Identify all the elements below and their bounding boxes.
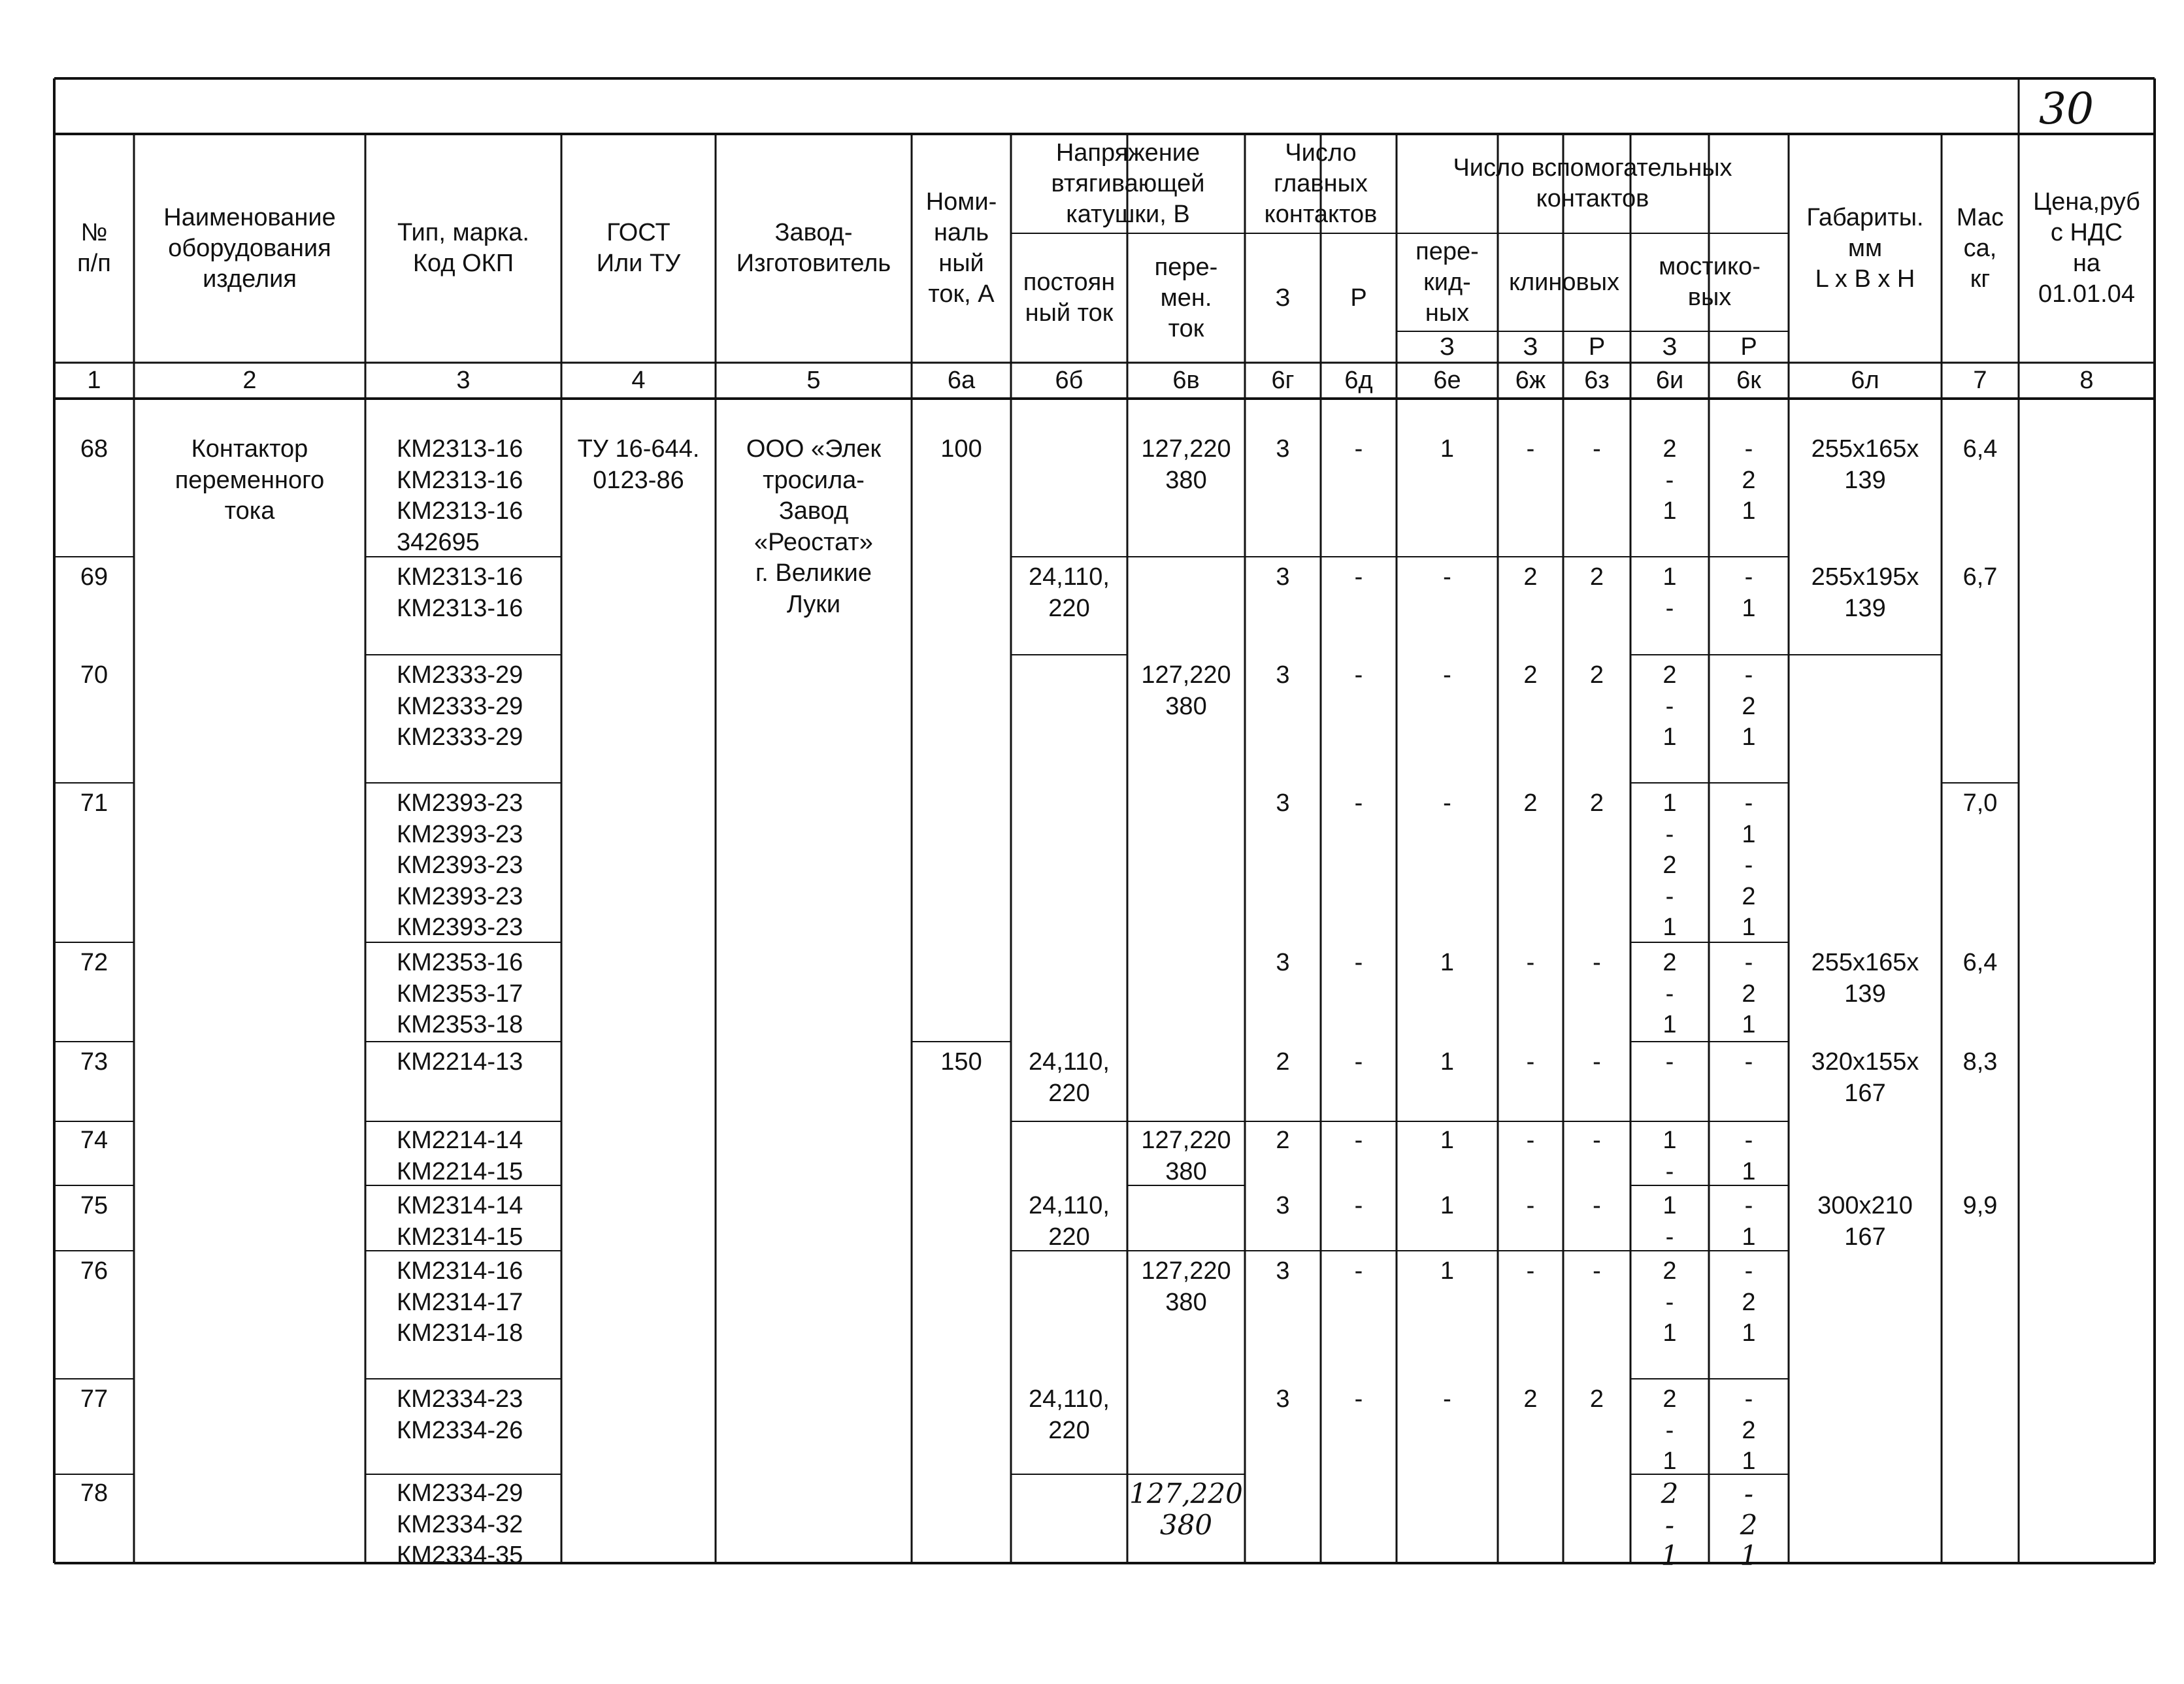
aux-most-r: - 2 1 <box>1740 1478 1758 1572</box>
aux-most-r: - 2 1 <box>1742 1257 1756 1347</box>
type-code: КМ2313-16 КМ2313-16 <box>397 563 523 622</box>
header-nominal-current: Номи- наль ный ток, А <box>925 188 997 308</box>
aux-klin-r: 2 <box>1589 789 1604 817</box>
mass: 6,4 <box>1962 435 1998 463</box>
type-code: КМ2333-29 КМ2333-29 КМ2333-29 <box>397 661 523 751</box>
ac-voltage: 127,220 380 <box>1141 1257 1231 1316</box>
dc-voltage: 24,110, 220 <box>1029 1048 1110 1107</box>
aux-most-r: - 1 <box>1742 563 1756 622</box>
header-dc-current: постоян ный ток <box>1023 269 1116 327</box>
aux-most-z: 1 - <box>1663 563 1677 622</box>
aux-most-r: - 2 1 <box>1742 949 1756 1038</box>
mass: 9,9 <box>1962 1192 1998 1219</box>
aux-klin-z: - <box>1526 1048 1535 1076</box>
aux-perekid-z: 1 <box>1440 1127 1455 1154</box>
aux-most-z: 2 - 1 <box>1663 1257 1677 1347</box>
equipment-name: Контактор переменного тока <box>174 435 325 525</box>
column-number: 6б <box>1055 367 1084 394</box>
row-number: 71 <box>80 789 108 817</box>
row-number: 76 <box>80 1257 108 1285</box>
ac-voltage: 127,220 380 <box>1141 1127 1231 1185</box>
aux-klin-z: - <box>1526 1192 1535 1219</box>
row-number: 74 <box>80 1127 108 1154</box>
header-ac-current: пере- мен. ток <box>1154 253 1218 342</box>
column-number: 7 <box>1973 367 1987 394</box>
header-gost: ГОСТ Или ТУ <box>596 219 681 277</box>
aux-klin-r: - <box>1593 949 1601 976</box>
column-number: 1 <box>87 367 101 394</box>
aux-klin-z: - <box>1526 1257 1535 1285</box>
dimensions: 255x195x 139 <box>1811 563 1919 622</box>
header-main-contacts: Число главных контактов <box>1264 139 1378 228</box>
main-contacts-z: 3 <box>1276 789 1290 817</box>
dimensions: 255x165x 139 <box>1811 435 1919 494</box>
dc-voltage: 24,110, 220 <box>1029 563 1110 622</box>
column-number: 6в <box>1172 367 1200 394</box>
aux-perekid-z: 1 <box>1440 949 1455 976</box>
header-type: Тип, марка. Код ОКП <box>397 219 529 277</box>
header-dimensions: Габариты. мм L x B x H <box>1806 203 1924 293</box>
aux-klin-r: - <box>1593 1192 1601 1219</box>
aux-klin-r: - <box>1593 1048 1601 1076</box>
aux-perekid-z: 1 <box>1440 435 1455 463</box>
column-number: 6е <box>1433 367 1461 394</box>
column-number: 6и <box>1655 367 1684 394</box>
aux-most-z: 2 - 1 <box>1663 1385 1677 1475</box>
aux-klin-r: 2 <box>1589 563 1604 591</box>
aux-klin-z: 2 <box>1523 661 1538 689</box>
main-contacts-r: - <box>1354 435 1363 463</box>
main-contacts-r: - <box>1354 563 1363 591</box>
aux-klin-z: 2 <box>1523 563 1538 591</box>
header-sub-z2: З <box>1523 333 1538 361</box>
dimensions: 320x155x 167 <box>1811 1048 1919 1107</box>
type-code: КМ2353-16 КМ2353-17 КМ2353-18 <box>397 949 523 1038</box>
column-number: 2 <box>242 367 257 394</box>
header-klin: клиновых <box>1508 268 1620 296</box>
column-number: 4 <box>631 367 646 394</box>
mass: 6,7 <box>1962 563 1998 591</box>
header-sub-r3: Р <box>1740 333 1757 361</box>
row-number: 69 <box>80 563 108 591</box>
header-maker: Завод- Изготовитель <box>736 219 891 277</box>
aux-klin-z: - <box>1526 949 1535 976</box>
aux-most-z: - <box>1665 1048 1674 1076</box>
main-contacts-r: - <box>1354 1257 1363 1285</box>
main-contacts-z: 3 <box>1276 563 1290 591</box>
nominal-current: 100 <box>940 435 982 463</box>
mass: 8,3 <box>1962 1048 1998 1076</box>
aux-klin-r: - <box>1593 1127 1601 1154</box>
dc-voltage: 24,110, 220 <box>1029 1192 1110 1251</box>
type-code: КМ2314-16 КМ2314-17 КМ2314-18 <box>397 1257 523 1347</box>
nominal-current: 150 <box>940 1048 982 1076</box>
aux-most-r: - 2 1 <box>1742 661 1756 751</box>
aux-klin-r: - <box>1593 1257 1601 1285</box>
mass: 7,0 <box>1962 789 1998 817</box>
header-price: Цена,руб с НДС на 01.01.04 <box>2033 188 2140 308</box>
dimensions: 255x165x 139 <box>1811 949 1919 1008</box>
aux-most-r: - 1 <box>1742 1127 1756 1185</box>
aux-perekid-z: - <box>1443 789 1451 817</box>
aux-klin-z: - <box>1526 435 1535 463</box>
main-contacts-z: 3 <box>1276 1385 1290 1413</box>
header-mass: Мас са, кг <box>1956 203 2004 293</box>
type-code: КМ2334-29 КМ2334-32 КМ2334-35 <box>397 1479 523 1569</box>
dc-voltage: 24,110, 220 <box>1029 1385 1110 1444</box>
aux-perekid-z: - <box>1443 563 1451 591</box>
main-contacts-r: - <box>1354 1192 1363 1219</box>
main-contacts-z: 3 <box>1276 435 1290 463</box>
column-number: 6л <box>1851 367 1879 394</box>
page-number: 30 <box>2039 84 2094 134</box>
manufacturer: ООО «Элек тросила- Завод «Реостат» г. Великие Луки <box>746 435 882 618</box>
main-contacts-z: 3 <box>1276 1257 1290 1285</box>
header-name: Наименование оборудования изделия <box>163 203 336 293</box>
header-no: № п/п <box>77 219 111 277</box>
header-most: мостико- вых <box>1659 253 1761 311</box>
main-contacts-r: - <box>1354 1048 1363 1076</box>
aux-perekid-z: 1 <box>1440 1192 1455 1219</box>
column-number: 6з <box>1584 367 1610 394</box>
type-code: КМ2393-23 КМ2393-23 КМ2393-23 КМ2393-23 КМ2393-23 <box>397 789 523 941</box>
aux-klin-z: - <box>1526 1127 1535 1154</box>
ac-voltage: 127,220 380 <box>1129 1478 1243 1541</box>
column-number: 6а <box>947 367 976 394</box>
main-contacts-r: - <box>1354 1385 1363 1413</box>
aux-most-r: - 1 <box>1742 1192 1756 1251</box>
row-number: 77 <box>80 1385 108 1413</box>
row-number: 68 <box>80 435 108 463</box>
header-main-r: Р <box>1350 284 1367 312</box>
column-number: 5 <box>806 367 821 394</box>
header-main-z: З <box>1275 284 1291 312</box>
column-number: 3 <box>456 367 471 394</box>
main-contacts-z: 2 <box>1276 1127 1290 1154</box>
row-number: 78 <box>80 1479 108 1507</box>
aux-most-r: - 2 1 <box>1742 1385 1756 1475</box>
main-contacts-r: - <box>1354 1127 1363 1154</box>
header-coil-voltage: Напряжение втягивающей катушки, В <box>1051 139 1205 228</box>
aux-most-z: 2 - 1 <box>1663 949 1677 1038</box>
aux-klin-r: 2 <box>1589 661 1604 689</box>
column-number: 6к <box>1736 367 1761 394</box>
standard-spec: ТУ 16-644. 0123-86 <box>577 435 700 494</box>
header-aux-contacts: Число вспомогательных контактов <box>1453 154 1732 212</box>
aux-most-r: - 1 - 2 1 <box>1742 789 1756 941</box>
type-code: КМ2214-13 <box>397 1048 523 1076</box>
aux-klin-z: 2 <box>1523 789 1538 817</box>
type-code: КМ2334-23 КМ2334-26 <box>397 1385 523 1444</box>
aux-most-z: 2 - 1 <box>1661 1478 1679 1572</box>
aux-klin-r: - <box>1593 435 1601 463</box>
main-contacts-r: - <box>1354 661 1363 689</box>
column-number: 6д <box>1344 367 1373 394</box>
aux-most-z: 1 - <box>1663 1192 1677 1251</box>
aux-most-r: - 2 1 <box>1742 435 1756 525</box>
main-contacts-z: 3 <box>1276 1192 1290 1219</box>
type-code: КМ2214-14 КМ2214-15 <box>397 1127 523 1185</box>
dimensions: 300x210 167 <box>1817 1192 1913 1251</box>
aux-perekid-z: 1 <box>1440 1048 1455 1076</box>
main-contacts-z: 3 <box>1276 949 1290 976</box>
type-code: КМ2314-14 КМ2314-15 <box>397 1192 523 1251</box>
row-number: 70 <box>80 661 108 689</box>
header-sub-z1: З <box>1440 333 1455 361</box>
column-number: 8 <box>2079 367 2094 394</box>
row-number: 72 <box>80 949 108 976</box>
column-number: 6г <box>1271 367 1295 394</box>
row-number: 73 <box>80 1048 108 1076</box>
aux-perekid-z: - <box>1443 661 1451 689</box>
aux-most-z: 2 - 1 <box>1663 435 1677 525</box>
main-contacts-z: 3 <box>1276 661 1290 689</box>
main-contacts-z: 2 <box>1276 1048 1290 1076</box>
column-number: 6ж <box>1515 367 1546 394</box>
aux-most-r: - <box>1744 1048 1753 1076</box>
type-code: КМ2313-16 КМ2313-16 КМ2313-16 342695 <box>397 435 523 556</box>
mass: 6,4 <box>1962 949 1998 976</box>
header-perekid: пере- кид- ных <box>1415 237 1479 327</box>
aux-klin-r: 2 <box>1589 1385 1604 1413</box>
ac-voltage: 127,220 380 <box>1141 435 1231 494</box>
header-sub-r2: Р <box>1588 333 1606 361</box>
main-contacts-r: - <box>1354 789 1363 817</box>
aux-klin-z: 2 <box>1523 1385 1538 1413</box>
aux-perekid-z: 1 <box>1440 1257 1455 1285</box>
aux-perekid-z: - <box>1443 1385 1451 1413</box>
row-number: 75 <box>80 1192 108 1219</box>
main-contacts-r: - <box>1354 949 1363 976</box>
ac-voltage: 127,220 380 <box>1141 661 1231 720</box>
header-sub-z3: З <box>1662 333 1678 361</box>
aux-most-z: 2 - 1 <box>1663 661 1677 751</box>
aux-most-z: 1 - <box>1663 1127 1677 1185</box>
aux-most-z: 1 - 2 - 1 <box>1663 789 1677 941</box>
